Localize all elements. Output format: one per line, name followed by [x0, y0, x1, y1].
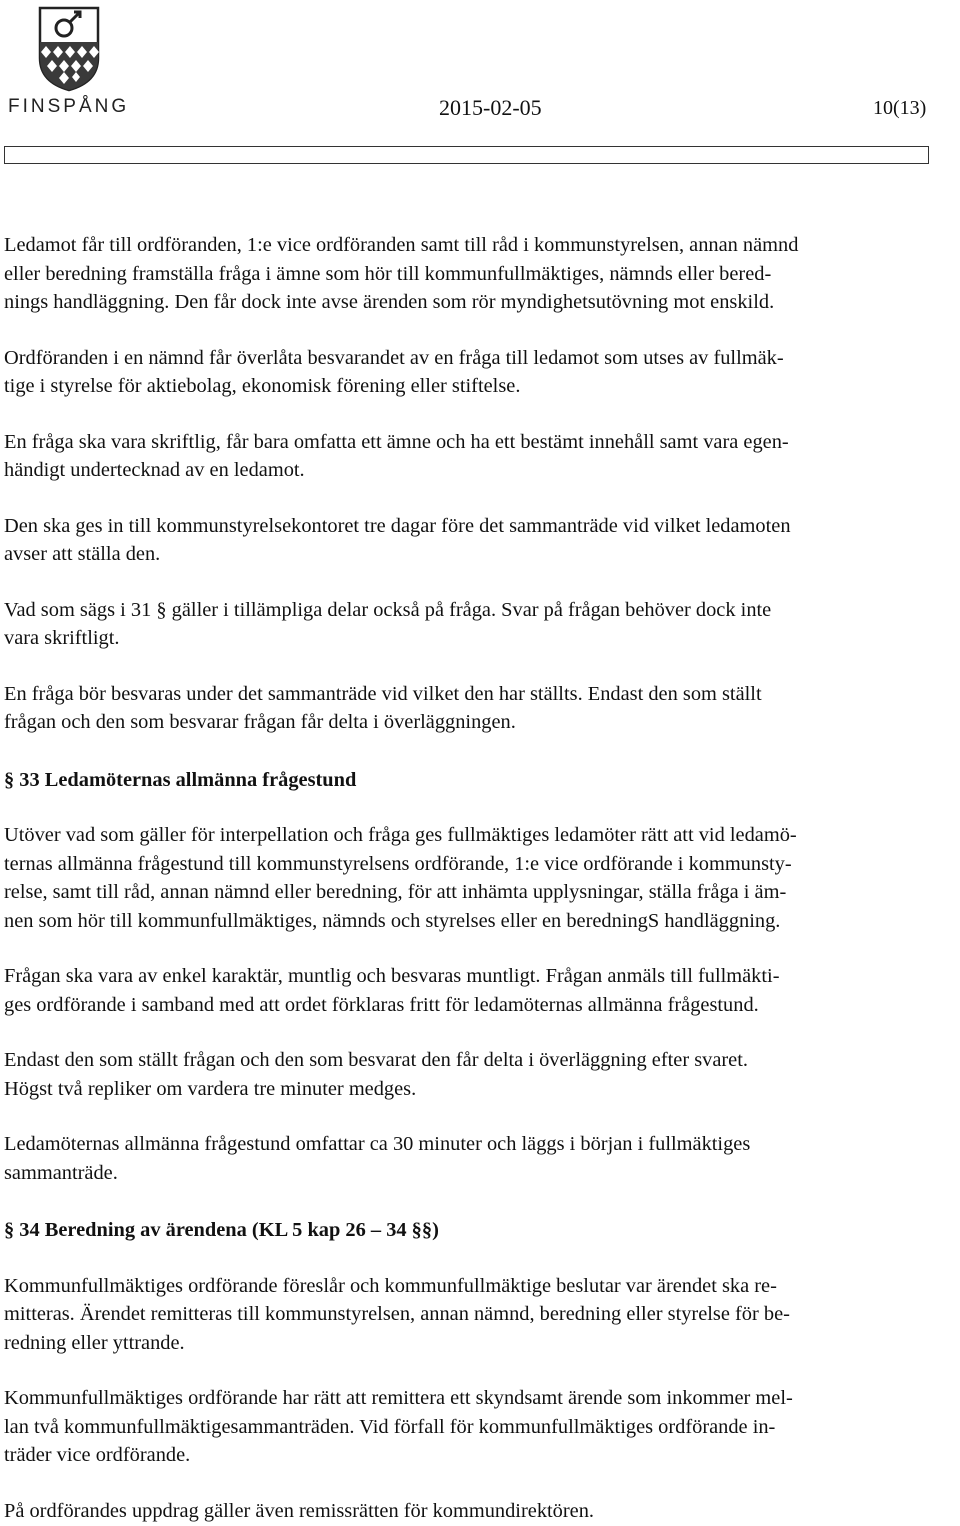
page-number: 10(13) [873, 97, 927, 119]
paragraph [4, 512, 958, 569]
text-line: En fråga bör besvaras under det sammanträde vid vilket den har ställts. Endast den som ställt [4, 682, 762, 705]
municipality-wordmark: FINSPÅNG [8, 96, 130, 117]
paragraph [4, 1272, 958, 1358]
text-line: tige i styrelse för aktiebolag, ekonomisk förening eller stiftelse. [4, 375, 521, 397]
text-line: Kommunfullmäktiges ordförande föreslår och kommunfullmäktige beslutar var ärendet ska re- [4, 1274, 777, 1297]
text-line: redning eller yttrande. [4, 1331, 185, 1354]
text-line: vara skriftligt. [4, 627, 120, 649]
text-line: träder vice ordförande. [4, 1444, 191, 1466]
text-line: Kommunfullmäktiges ordförande har rätt att remittera ett skyndsamt ärende som inkommer mel- [4, 1387, 793, 1409]
section-heading-33: § 33 Ledamöternas allmänna frågestund [4, 768, 357, 791]
text-line: sammanträde. [4, 1161, 118, 1184]
paragraph [4, 962, 958, 1019]
paragraph [4, 680, 958, 737]
paragraph [4, 1046, 958, 1103]
header-divider [4, 146, 929, 164]
text-line: Utöver vad som gäller för interpellation och fråga ges fullmäktiges ledamöter rätt att vid ledamö- [4, 824, 797, 846]
coat-of-arms-icon [38, 6, 100, 92]
text-line: händigt undertecknad av en ledamot. [4, 459, 305, 481]
text-line: ternas allmänna frågestund till kommunstyrelsens ordförande, 1:e vice ordförande i kommunsty- [4, 852, 792, 875]
section-heading-34: § 34 Beredning av ärendena (KL 5 kap 26 – 34 §§) [4, 1219, 439, 1241]
text-line: Ledamöternas allmänna frågestund omfattar ca 30 minuter och läggs i början i fullmäktiges [4, 1133, 751, 1155]
text-line: nings handläggning. Den får dock inte avse ärenden som rör myndighetsutövning mot enskild. [4, 291, 775, 313]
text-line: En fråga ska vara skriftlig, får bara omfatta ett ämne och ha ett bestämt innehåll samt vara egen- [4, 430, 789, 453]
document-body [4, 231, 958, 1525]
municipality-logo [8, 6, 132, 116]
text-line: På ordförandes uppdrag gäller även remissrätten för kommundirektören. [4, 1499, 595, 1522]
text-line: Endast den som ställt frågan och den som besvarat den får delta i överläggning efter svaret. [4, 1049, 748, 1071]
paragraph [4, 231, 958, 317]
paragraph [4, 428, 958, 485]
text-line: lan två kommunfullmäktigesammanträden. Vid förfall för kommunfullmäktiges ordförande in- [4, 1415, 776, 1438]
text-line: eller beredning framställa fråga i ämne som hör till kommunfullmäktiges, nämnds eller bered- [4, 262, 772, 285]
text-line: avser att ställa den. [4, 543, 161, 565]
document-date: 2015-02-05 [439, 95, 542, 120]
paragraph [4, 1130, 958, 1187]
text-line: ges ordförande i samband med att ordet förklaras fritt för ledamöternas allmänna frågestund. [4, 993, 759, 1016]
text-line: nen som hör till kommunfullmäktiges, nämnds och styrelses eller en beredningS handläggning. [4, 909, 781, 932]
text-line: Ledamot får till ordföranden, 1:e vice ordföranden samt till råd i kommunstyrelsen, annan nämnd [4, 234, 799, 256]
text-line: Vad som sägs i 31 § gäller i tillämpliga delar också på fråga. Svar på frågan behöver dock inte [4, 598, 772, 621]
paragraph [4, 821, 958, 935]
text-line: frågan och den som besvarar frågan får delta i överläggningen. [4, 711, 516, 733]
text-line: Ordföranden i en nämnd får överlåta besvarandet av en fråga till ledamot som utses av fullmäk- [4, 346, 784, 369]
text-line: Den ska ges in till kommunstyrelsekontoret tre dagar före det sammanträde vid vilket ledamoten [4, 514, 791, 537]
text-line: relse, samt till råd, annan nämnd eller beredning, för att inhämta upplysningar, ställa fråga i äm- [4, 881, 787, 903]
text-line: Högst två repliker om vardera tre minuter medges. [4, 1077, 417, 1100]
paragraph [4, 344, 958, 401]
text-line: Frågan ska vara av enkel karaktär, muntlig och besvaras muntligt. Frågan anmäls till fullmäkti- [4, 965, 780, 987]
text-line: mitteras. Ärendet remitteras till kommunstyrelsen, annan nämnd, beredning eller styrelse för be- [4, 1303, 790, 1325]
paragraph [4, 1384, 958, 1470]
paragraph [4, 1497, 958, 1526]
paragraph [4, 596, 958, 653]
